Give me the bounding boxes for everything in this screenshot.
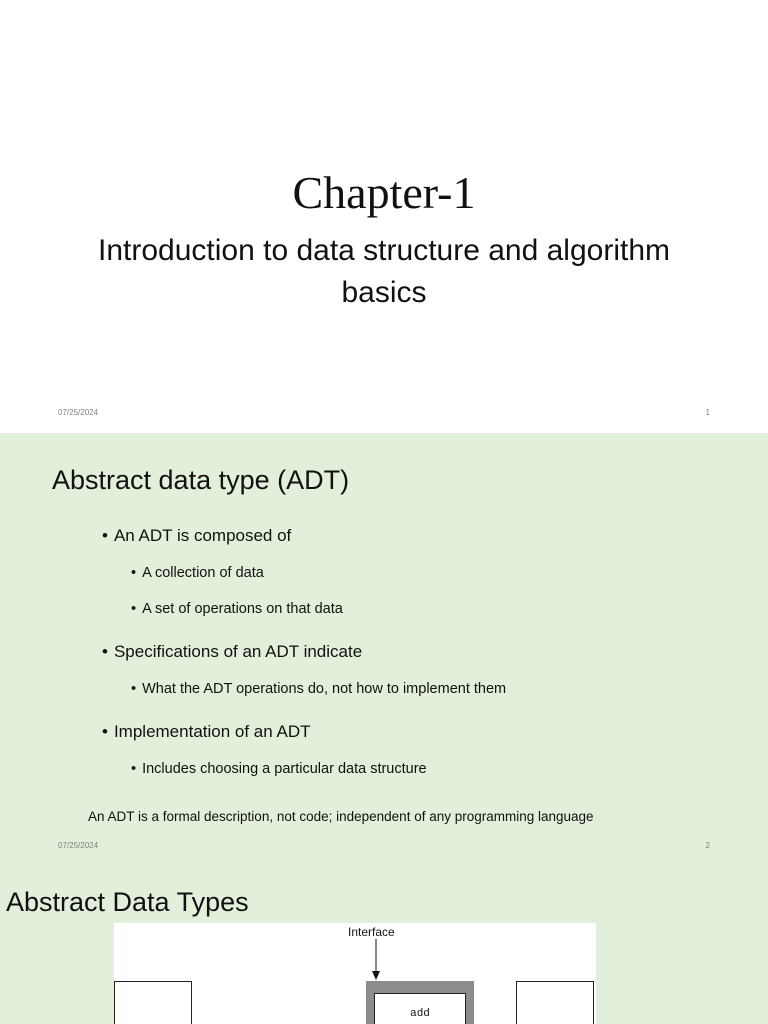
arrow-down-icon: [370, 939, 382, 981]
slide-1-date: 07/25/2024: [58, 408, 99, 417]
bullet-dot-icon: •: [131, 565, 137, 581]
sub-bullet-item: • A set of operations on that data: [131, 601, 343, 617]
program-box-left: [114, 981, 192, 1024]
bullet-dot-icon: •: [102, 722, 108, 741]
slide-3: [0, 865, 768, 1024]
program-box-right: [516, 981, 594, 1024]
slide-2-note: An ADT is a formal description, not code; independent of any programming language: [88, 809, 594, 824]
bullet-dot-icon: •: [131, 601, 137, 617]
slide-2-title: Abstract data type (ADT): [52, 465, 350, 495]
slide-1: [0, 0, 768, 433]
slide-3-title: Abstract Data Types: [6, 887, 249, 917]
sub-bullet-item: • A collection of data: [131, 565, 264, 581]
bullet-item: • Implementation of an ADT: [102, 722, 311, 741]
slide-1-page-number: 1: [705, 408, 710, 417]
bullet-dot-icon: •: [131, 761, 137, 777]
operation-box: [374, 993, 466, 1024]
slide-1-subtitle: Introduction to data structure and algorithm basics: [98, 234, 670, 309]
slide-2-date: 07/25/2024: [58, 841, 99, 850]
bullet-dot-icon: •: [102, 642, 108, 661]
operation-label: add: [410, 1008, 430, 1020]
bullet-item: • An ADT is composed of: [102, 526, 292, 545]
bullet-dot-icon: •: [102, 526, 108, 545]
sub-bullet-item: • What the ADT operations do, not how to implement them: [131, 681, 507, 697]
bullet-dot-icon: •: [131, 681, 137, 697]
adt-diagram: [114, 923, 596, 1024]
interface-label: Interface: [348, 925, 395, 939]
sub-bullet-item: • Includes choosing a particular data structure: [131, 761, 427, 777]
slide-2-page-number: 2: [705, 841, 710, 850]
slide-2: [0, 433, 768, 865]
bullet-item: • Specifications of an ADT indicate: [102, 642, 363, 661]
slide-1-title: Chapter-1: [292, 167, 476, 218]
